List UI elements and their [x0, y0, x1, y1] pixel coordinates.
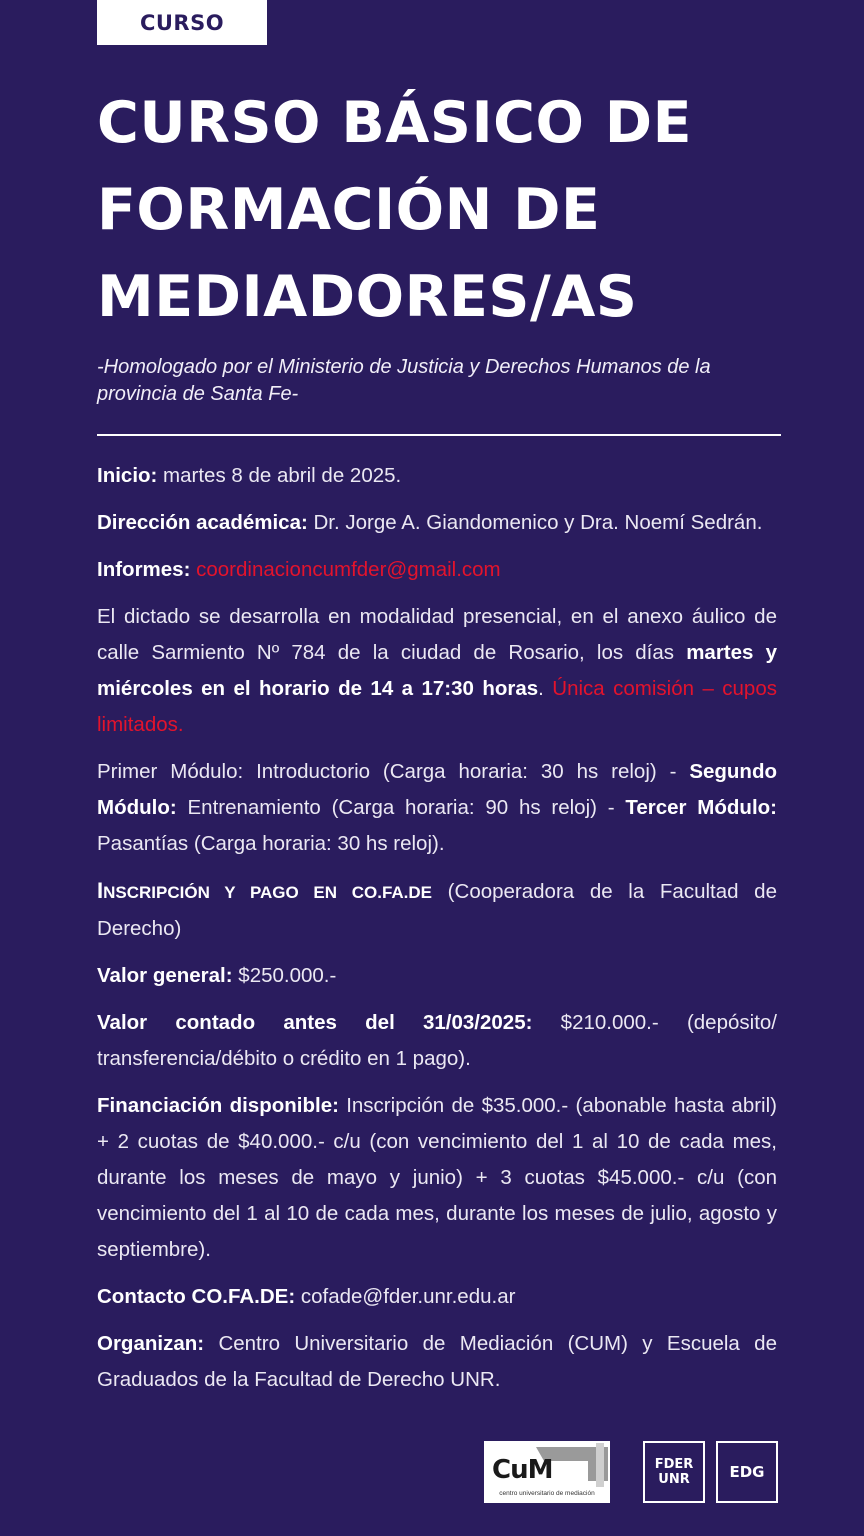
info-contact: Informes: coordinacioncumfder@gmail.com	[97, 558, 501, 581]
cum-logo	[484, 1441, 610, 1503]
financing: Financiación disponible: Inscripción de $35.000.- (abonable hasta abril) + 2 cuotas de $40.000.- c/u (con vencimiento del 1 al 10 de cada mes, durante los meses de mayo y junio) + 3 cuotas $45.000.- c/u (con vencimiento del 1 al 10 de cada mes, durante los meses de julio, agosto y septiembre).	[97, 1094, 777, 1261]
organizers: Organizan: Centro Universitario de Mediación (CUM) y Escuela de Graduados de la Facultad de Derecho UNR.	[97, 1332, 777, 1391]
modules-description: Primer Módulo: Introductorio (Carga horaria: 30 hs reloj) - Segundo Módulo: Entrenamiento (Carga horaria: 90 hs reloj) - Tercer Módulo: Pasantías (Carga horaria: 30 hs reloj).	[97, 760, 777, 855]
cash-price: Valor contado antes del 31/03/2025: $210.000.- (depósito/ transferencia/débito o crédito en 1 pago).	[97, 1011, 777, 1070]
limited-spots-notice: Única comisión – cupos limitados.	[97, 677, 777, 736]
title-line: CURSO BÁSICO DE	[97, 90, 693, 156]
start-date: Inicio: martes 8 de abril de 2025.	[97, 464, 402, 487]
general-price: Valor general: $250.000.-	[97, 964, 337, 987]
cum-caption: centro universitario de mediación	[499, 1490, 595, 1497]
page-title	[97, 80, 797, 341]
cum-wordmark: CuM	[492, 1455, 553, 1485]
subtitle: -Homologado por el Ministerio de Justicia y Derechos Humanos de la provincia de Santa Fe-	[97, 356, 711, 405]
academic-direction: Dirección académica: Dr. Jorge A. Giandomenico y Dra. Noemí Sedrán.	[97, 511, 763, 534]
title-line: FORMACIÓN DE	[97, 177, 601, 243]
divider	[97, 434, 781, 436]
course-details	[97, 458, 777, 1409]
logo-bar	[0, 1441, 864, 1505]
cofade-contact: Contacto CO.FA.DE: cofade@fder.unr.edu.ar	[97, 1285, 516, 1308]
enrollment-heading: INSCRIPCIÓN Y PAGO EN CO.FA.DE (Cooperadora de la Facultad de Derecho)	[97, 878, 777, 940]
schedule-description: El dictado se desarrolla en modalidad presencial, en el anexo áulico de calle Sarmiento Nº 784 de la ciudad de Rosario, los días martes y miércoles en el horario de 14 a 17:30 horas. Única comisión – cupos limitados.	[97, 605, 777, 736]
category-tag: CURSO	[97, 0, 267, 45]
edg-logo: EDG	[716, 1441, 778, 1503]
info-email-link[interactable]: coordinacioncumfder@gmail.com	[196, 558, 501, 581]
fder-unr-logo: FDER UNR	[643, 1441, 705, 1503]
title-line: MEDIADORES/AS	[97, 264, 638, 330]
